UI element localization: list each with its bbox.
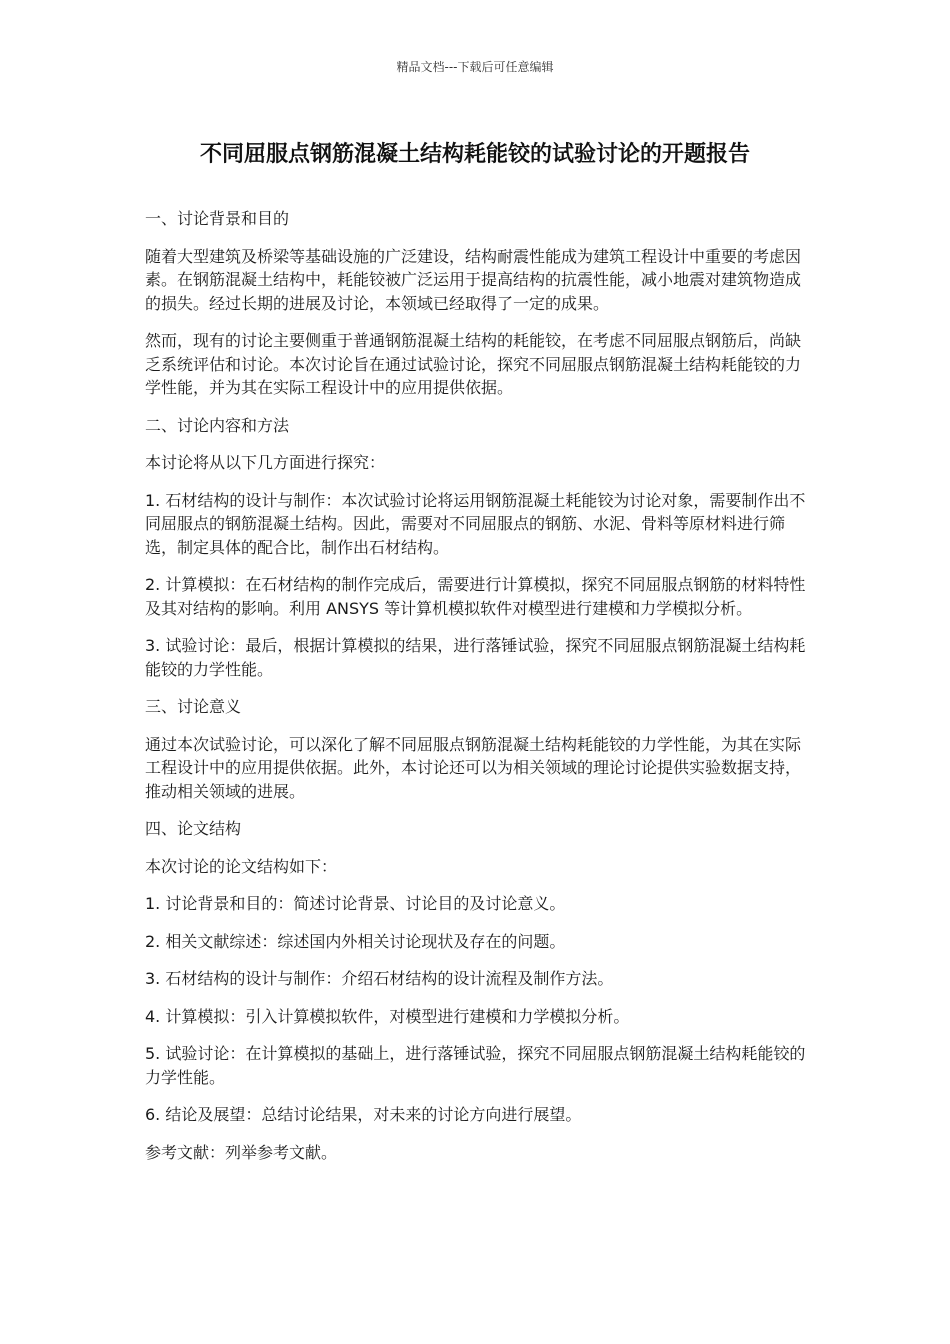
list-item-structure-5: 5. 试验讨论：在计算模拟的基础上，进行落锤试验，探究不同屈服点钢筋混凝土结构耗能铰的力学性能。 (145, 1044, 806, 1087)
list-item-structure-6: 6. 结论及展望：总结讨论结果，对未来的讨论方向进行展望。 (145, 1105, 582, 1124)
list-item-method-1: 1. 石材结构的设计与制作：本次试验讨论将运用钢筋混凝土耗能铰为讨论对象，需要制作出不同屈服点的钢筋混凝土结构。因此，需要对不同屈服点的钢筋、水泥、骨料等原材料进行筛选，制定具体的配合比，制作出石材结构。 (145, 490, 806, 557)
section-heading-content-method: 二、讨论内容和方法 (145, 415, 290, 435)
document-body (145, 207, 810, 1178)
list-item-structure-4: 4. 计算模拟：引入计算模拟软件，对模型进行建模和力学模拟分析。 (145, 1006, 630, 1026)
list-item-method-2: 2. 计算模拟：在石材结构的制作完成后，需要进行计算模拟，探究不同屈服点钢筋的材料特性及其对结构的影响。利用 ANSYS 等计算机模拟软件对模型进行建模和力学模拟分析。 (145, 575, 806, 618)
paragraph-significance: 通过本次试验讨论，可以深化了解不同屈服点钢筋混凝土结构耗能铰的力学性能，为其在实际工程设计中的应用提供依据。此外，本讨论还可以为相关领域的理论讨论提供实验数据支持，推动相关领域的进展。 (145, 734, 802, 801)
header-note: 精品文档---下载后可任意编辑 (396, 60, 554, 74)
section-heading-structure: 四、论文结构 (145, 819, 242, 838)
paragraph-background-1: 随着大型建筑及桥梁等基础设施的广泛建设，结构耐震性能成为建筑工程设计中重要的考虑因素。在钢筋混凝土结构中，耗能铰被广泛运用于提高结构的抗震性能，减小地震对建筑物造成的损失。经过长期的进展及讨论，本领域已经取得了一定的成果。 (145, 246, 802, 313)
paragraph-references: 参考文献：列举参考文献。 (145, 1142, 338, 1162)
paragraph-method-intro: 本讨论将从以下几方面进行探究： (145, 453, 386, 472)
list-item-structure-1: 1. 讨论背景和目的：简述讨论背景、讨论目的及讨论意义。 (145, 894, 566, 913)
paragraph-background-2: 然而，现有的讨论主要侧重于普通钢筋混凝土结构的耗能铰，在考虑不同屈服点钢筋后，尚缺乏系统评估和讨论。本次讨论旨在通过试验讨论，探究不同屈服点钢筋混凝土结构耗能铰的力学性能，并为其在实际工程设计中的应用提供依据。 (145, 331, 802, 397)
section-heading-significance: 三、讨论意义 (145, 697, 242, 716)
list-item-structure-2: 2. 相关文献综述：综述国内外相关讨论现状及存在的问题。 (145, 931, 566, 951)
section-heading-background: 一、讨论背景和目的 (145, 209, 290, 228)
list-item-structure-3: 3. 石材结构的设计与制作：介绍石材结构的设计流程及制作方法。 (145, 969, 614, 988)
paragraph-structure-intro: 本次讨论的论文结构如下： (145, 856, 338, 876)
list-item-method-3: 3. 试验讨论：最后，根据计算模拟的结果，进行落锤试验，探究不同屈服点钢筋混凝土结构耗能铰的力学性能。 (145, 636, 806, 679)
document-title: 不同屈服点钢筋混凝土结构耗能铰的试验讨论的开题报告 (199, 142, 750, 167)
